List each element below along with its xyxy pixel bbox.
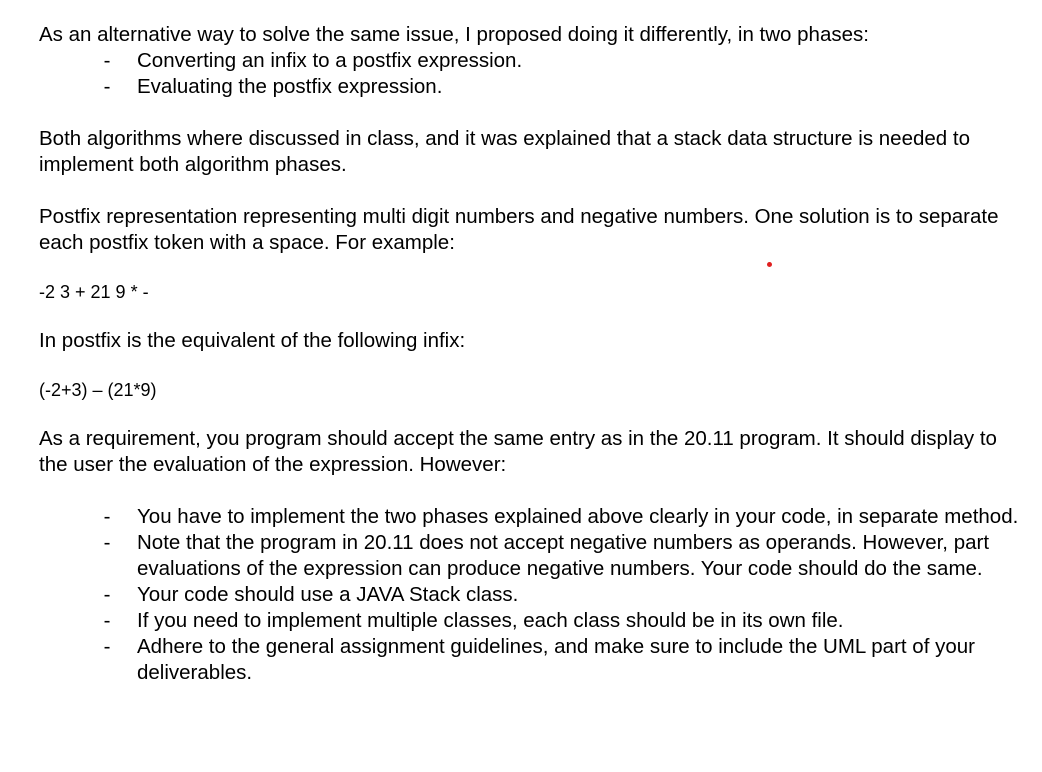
dash-bullet: - bbox=[103, 583, 111, 606]
phase-text: Converting an infix to a postfix expression. bbox=[137, 49, 523, 72]
equivalent-paragraph: In postfix is the equivalent of the following infix: bbox=[39, 329, 466, 352]
requirement-paragraph: As a requirement, you program should accept the same entry as in the 20.11 program. It should display to the user the evaluation of the expression. However: bbox=[39, 427, 997, 476]
postfix-example: -2 3 + 21 9 * - bbox=[39, 282, 149, 302]
algorithms-paragraph: Both algorithms where discussed in class, and it was explained that a stack data structure is needed to implement both algorithm phases. bbox=[39, 127, 970, 176]
requirement-text: Your code should use a JAVA Stack class. bbox=[137, 583, 519, 606]
requirement-text: Note that the program in 20.11 does not accept negative numbers as operands. However, part evaluations of the expression can produce negative numbers. Your code should do the same. bbox=[137, 531, 990, 580]
list-item bbox=[39, 634, 1029, 686]
requirements-list bbox=[39, 504, 1029, 686]
phase-text: Evaluating the postfix expression. bbox=[137, 75, 443, 98]
list-item bbox=[39, 582, 1029, 608]
list-item bbox=[39, 74, 1029, 100]
dash-bullet: - bbox=[103, 505, 111, 528]
requirement-text: If you need to implement multiple classes, each class should be in its own file. bbox=[137, 609, 844, 632]
red-marker-dot bbox=[767, 262, 772, 267]
phases-list bbox=[39, 48, 1029, 100]
infix-example: (-2+3) – (21*9) bbox=[39, 380, 157, 400]
list-item bbox=[39, 504, 1029, 530]
list-item bbox=[39, 48, 1029, 74]
dash-bullet: - bbox=[103, 635, 111, 658]
requirement-text: Adhere to the general assignment guidelines, and make sure to include the UML part of your deliverables. bbox=[137, 635, 975, 684]
document-page bbox=[39, 22, 1029, 686]
list-item bbox=[39, 530, 1029, 582]
dash-bullet: - bbox=[103, 531, 111, 554]
dash-bullet: - bbox=[103, 609, 111, 632]
intro-paragraph: As an alternative way to solve the same issue, I proposed doing it differently, in two phases: bbox=[39, 23, 869, 46]
dash-bullet: - bbox=[103, 49, 111, 72]
dash-bullet: - bbox=[103, 75, 111, 98]
requirement-text: You have to implement the two phases explained above clearly in your code, in separate method. bbox=[137, 505, 1019, 528]
list-item bbox=[39, 608, 1029, 634]
postfix-paragraph: Postfix representation representing multi digit numbers and negative numbers. One solution is to separate each postfix token with a space. For example: bbox=[39, 205, 999, 254]
